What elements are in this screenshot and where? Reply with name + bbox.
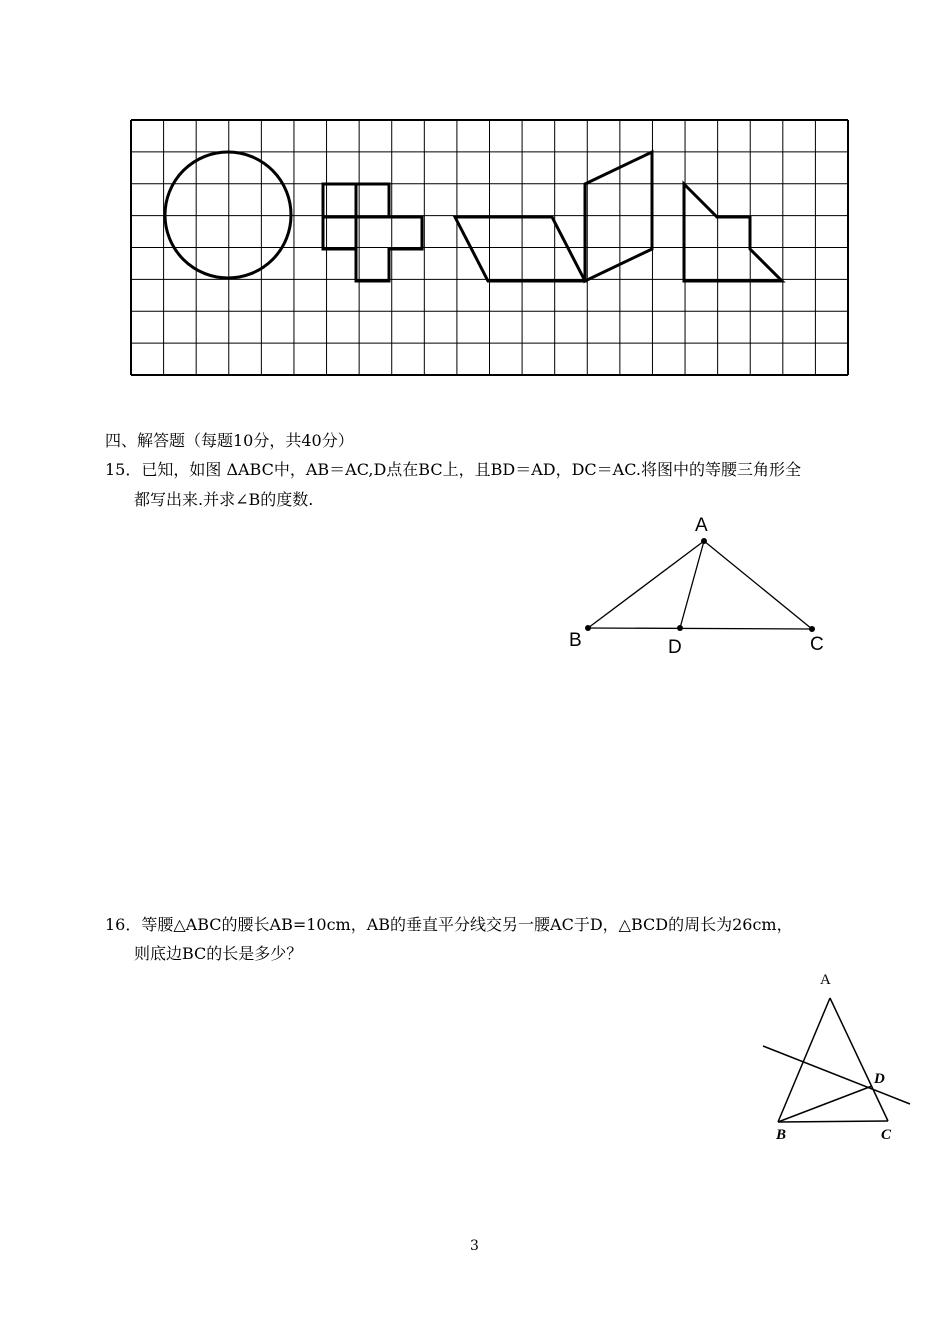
- label-b-15: B: [569, 630, 582, 651]
- label-d-15: D: [668, 637, 682, 658]
- label-a-16: A: [820, 972, 831, 988]
- problem-15-text-line2: 都写出来.并求∠B的度数.: [134, 490, 314, 509]
- label-b-16: B: [776, 1127, 787, 1143]
- problem-15-text-line1: 15．已知，如图 ΔABC中，AB＝AC,D点在BC上，且BD＝AD，DC＝AC.将图中的等腰三角形全: [105, 460, 801, 479]
- problem-16-text-line1: 16．等腰△ABC的腰长AB=10cm，AB的垂直平分线交另一腰AC于D，△BCD的周长为26cm，: [105, 915, 793, 934]
- problem-16-text-line2: 则底边BC的长是多少？: [134, 944, 303, 963]
- label-a-15: A: [695, 515, 708, 536]
- section-heading: 四、解答题（每题10分，共40分）: [105, 431, 354, 450]
- label-c-16: C: [881, 1127, 892, 1143]
- segment-ac-16: [830, 998, 888, 1121]
- segment-bc-16: [778, 1121, 888, 1122]
- segment-ab-16: [778, 998, 830, 1122]
- segment-bd-16: [778, 1086, 872, 1122]
- page-number: 3: [470, 1238, 479, 1254]
- label-c-15: C: [810, 634, 824, 655]
- perpendicular-bisector-16: [763, 1046, 910, 1104]
- label-d-16: D: [874, 1071, 885, 1087]
